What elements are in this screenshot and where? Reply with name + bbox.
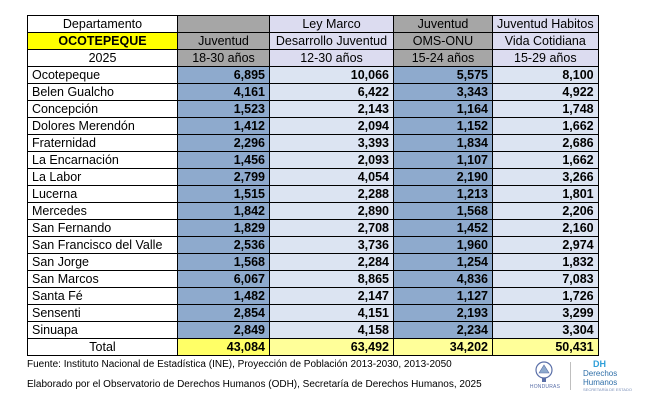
ley-marco-12-30-cell: 6,422 — [270, 84, 394, 101]
habitos-15-29-cell: 2,160 — [493, 220, 599, 237]
municipality-cell: San Jorge — [28, 254, 178, 271]
oms-onu-15-24-cell: 2,234 — [394, 322, 493, 339]
municipality-cell: Ocotepeque — [28, 67, 178, 84]
col1-header-line2: Juventud — [178, 33, 270, 50]
total-oms-onu-15-24: 34,202 — [394, 339, 493, 356]
municipality-cell: San Fernando — [28, 220, 178, 237]
table-row — [28, 220, 599, 237]
dept-label: Departamento — [28, 16, 178, 33]
total-row — [28, 339, 599, 356]
table-row — [28, 203, 599, 220]
youth-population-table — [27, 15, 599, 356]
habitos-15-29-cell: 8,100 — [493, 67, 599, 84]
ley-marco-12-30-cell: 2,890 — [270, 203, 394, 220]
oms-onu-15-24-cell: 5,575 — [394, 67, 493, 84]
oms-onu-15-24-cell: 1,152 — [394, 118, 493, 135]
oms-onu-15-24-cell: 1,960 — [394, 237, 493, 254]
col4-header-line3: 15-29 años — [493, 50, 599, 67]
year-label: 2025 — [28, 50, 178, 67]
table-row — [28, 288, 599, 305]
habitos-15-29-cell: 4,922 — [493, 84, 599, 101]
header-row-1 — [28, 16, 599, 33]
youth-18-30-cell: 6,895 — [178, 67, 270, 84]
col1-header-line1 — [178, 16, 270, 33]
habitos-15-29-cell: 1,801 — [493, 186, 599, 203]
col1-header-line3: 18-30 años — [178, 50, 270, 67]
youth-18-30-cell: 1,515 — [178, 186, 270, 203]
ley-marco-12-30-cell: 3,736 — [270, 237, 394, 254]
habitos-15-29-cell: 1,662 — [493, 118, 599, 135]
table-row — [28, 135, 599, 152]
col2-header-line3: 12-30 años — [270, 50, 394, 67]
col4-header-line2: Vida Cotidiana — [493, 33, 599, 50]
habitos-15-29-cell: 1,726 — [493, 288, 599, 305]
ley-marco-12-30-cell: 4,054 — [270, 169, 394, 186]
oms-onu-15-24-cell: 1,568 — [394, 203, 493, 220]
habitos-15-29-cell: 3,266 — [493, 169, 599, 186]
youth-18-30-cell: 2,799 — [178, 169, 270, 186]
brand-line-3: SECRETARÍA DE ESTADO — [583, 387, 632, 392]
col3-header-line2: OMS-ONU — [394, 33, 493, 50]
header-row-3 — [28, 50, 599, 67]
table-row — [28, 237, 599, 254]
derechos-humanos-logo — [583, 359, 639, 393]
total-label: Total — [28, 339, 178, 356]
municipality-cell: Sinuapa — [28, 322, 178, 339]
municipality-cell: Fraternidad — [28, 135, 178, 152]
table-row — [28, 254, 599, 271]
ley-marco-12-30-cell: 2,143 — [270, 101, 394, 118]
youth-18-30-cell: 1,568 — [178, 254, 270, 271]
table-row — [28, 101, 599, 118]
oms-onu-15-24-cell: 4,836 — [394, 271, 493, 288]
municipality-cell: La Labor — [28, 169, 178, 186]
youth-18-30-cell: 1,482 — [178, 288, 270, 305]
youth-18-30-cell: 6,067 — [178, 271, 270, 288]
youth-18-30-cell: 1,412 — [178, 118, 270, 135]
youth-18-30-cell: 1,842 — [178, 203, 270, 220]
brand-line-1: Derechos — [583, 369, 618, 378]
oms-onu-15-24-cell: 2,190 — [394, 169, 493, 186]
municipality-cell: Santa Fé — [28, 288, 178, 305]
youth-18-30-cell: 1,456 — [178, 152, 270, 169]
table-row — [28, 169, 599, 186]
oms-onu-15-24-cell: 1,834 — [394, 135, 493, 152]
col2-header-line2: Desarrollo Juventud — [270, 33, 394, 50]
ley-marco-12-30-cell: 3,393 — [270, 135, 394, 152]
credit-note: Elaborado por el Observatorio de Derechos Humanos (ODH), Secretaría de Derechos Humanos, 2025 — [27, 379, 482, 390]
ley-marco-12-30-cell: 2,147 — [270, 288, 394, 305]
table-row — [28, 271, 599, 288]
header-row-2 — [28, 33, 599, 50]
oms-onu-15-24-cell: 3,343 — [394, 84, 493, 101]
total-habitos-15-29: 50,431 — [493, 339, 599, 356]
ley-marco-12-30-cell: 2,094 — [270, 118, 394, 135]
ley-marco-12-30-cell: 4,158 — [270, 322, 394, 339]
habitos-15-29-cell: 2,974 — [493, 237, 599, 254]
col3-header-line3: 15-24 años — [394, 50, 493, 67]
table-row — [28, 322, 599, 339]
oms-onu-15-24-cell: 1,164 — [394, 101, 493, 118]
oms-onu-15-24-cell: 1,127 — [394, 288, 493, 305]
youth-18-30-cell: 2,849 — [178, 322, 270, 339]
ley-marco-12-30-cell: 2,708 — [270, 220, 394, 237]
table-row — [28, 305, 599, 322]
youth-18-30-cell: 2,536 — [178, 237, 270, 254]
youth-18-30-cell: 4,161 — [178, 84, 270, 101]
table-row — [28, 186, 599, 203]
source-note: Fuente: Instituto Nacional de Estadística (INE), Proyección de Población 2013-2030, 2013-2050 — [27, 359, 452, 370]
ley-marco-12-30-cell: 2,284 — [270, 254, 394, 271]
table-row — [28, 152, 599, 169]
municipality-cell: Dolores Merendón — [28, 118, 178, 135]
col3-header-line1: Juventud — [394, 16, 493, 33]
col4-header-line1: Juventud Habitos — [493, 16, 599, 33]
dh-mark: DH — [593, 359, 606, 369]
oms-onu-15-24-cell: 1,452 — [394, 220, 493, 237]
habitos-15-29-cell: 3,304 — [493, 322, 599, 339]
municipality-cell: San Marcos — [28, 271, 178, 288]
municipality-cell: Mercedes — [28, 203, 178, 220]
youth-18-30-cell: 1,829 — [178, 220, 270, 237]
municipality-cell: San Francisco del Valle — [28, 237, 178, 254]
habitos-15-29-cell: 2,686 — [493, 135, 599, 152]
oms-onu-15-24-cell: 1,107 — [394, 152, 493, 169]
oms-onu-15-24-cell: 1,213 — [394, 186, 493, 203]
habitos-15-29-cell: 1,662 — [493, 152, 599, 169]
ley-marco-12-30-cell: 2,093 — [270, 152, 394, 169]
oms-onu-15-24-cell: 2,193 — [394, 305, 493, 322]
ley-marco-12-30-cell: 4,151 — [270, 305, 394, 322]
ley-marco-12-30-cell: 8,865 — [270, 271, 394, 288]
habitos-15-29-cell: 3,299 — [493, 305, 599, 322]
seal-caption: HONDURAS — [529, 384, 561, 390]
habitos-15-29-cell: 2,206 — [493, 203, 599, 220]
dept-name: OCOTEPEQUE — [28, 33, 178, 50]
col2-header-line1: Ley Marco — [270, 16, 394, 33]
total-youth-18-30: 43,084 — [178, 339, 270, 356]
habitos-15-29-cell: 1,748 — [493, 101, 599, 118]
municipality-cell: Belen Gualcho — [28, 84, 178, 101]
logo-divider — [570, 362, 571, 390]
table-row — [28, 67, 599, 84]
municipality-cell: La Encarnación — [28, 152, 178, 169]
municipality-cell: Concepción — [28, 101, 178, 118]
municipality-cell: Sensenti — [28, 305, 178, 322]
table-row — [28, 118, 599, 135]
oms-onu-15-24-cell: 1,254 — [394, 254, 493, 271]
habitos-15-29-cell: 1,832 — [493, 254, 599, 271]
youth-18-30-cell: 2,296 — [178, 135, 270, 152]
ley-marco-12-30-cell: 10,066 — [270, 67, 394, 84]
habitos-15-29-cell: 7,083 — [493, 271, 599, 288]
total-ley-marco-12-30: 63,492 — [270, 339, 394, 356]
youth-18-30-cell: 1,523 — [178, 101, 270, 118]
youth-18-30-cell: 2,854 — [178, 305, 270, 322]
brand-line-2: Humanos — [583, 378, 618, 387]
table-row — [28, 84, 599, 101]
ley-marco-12-30-cell: 2,288 — [270, 186, 394, 203]
municipality-cell: Lucerna — [28, 186, 178, 203]
